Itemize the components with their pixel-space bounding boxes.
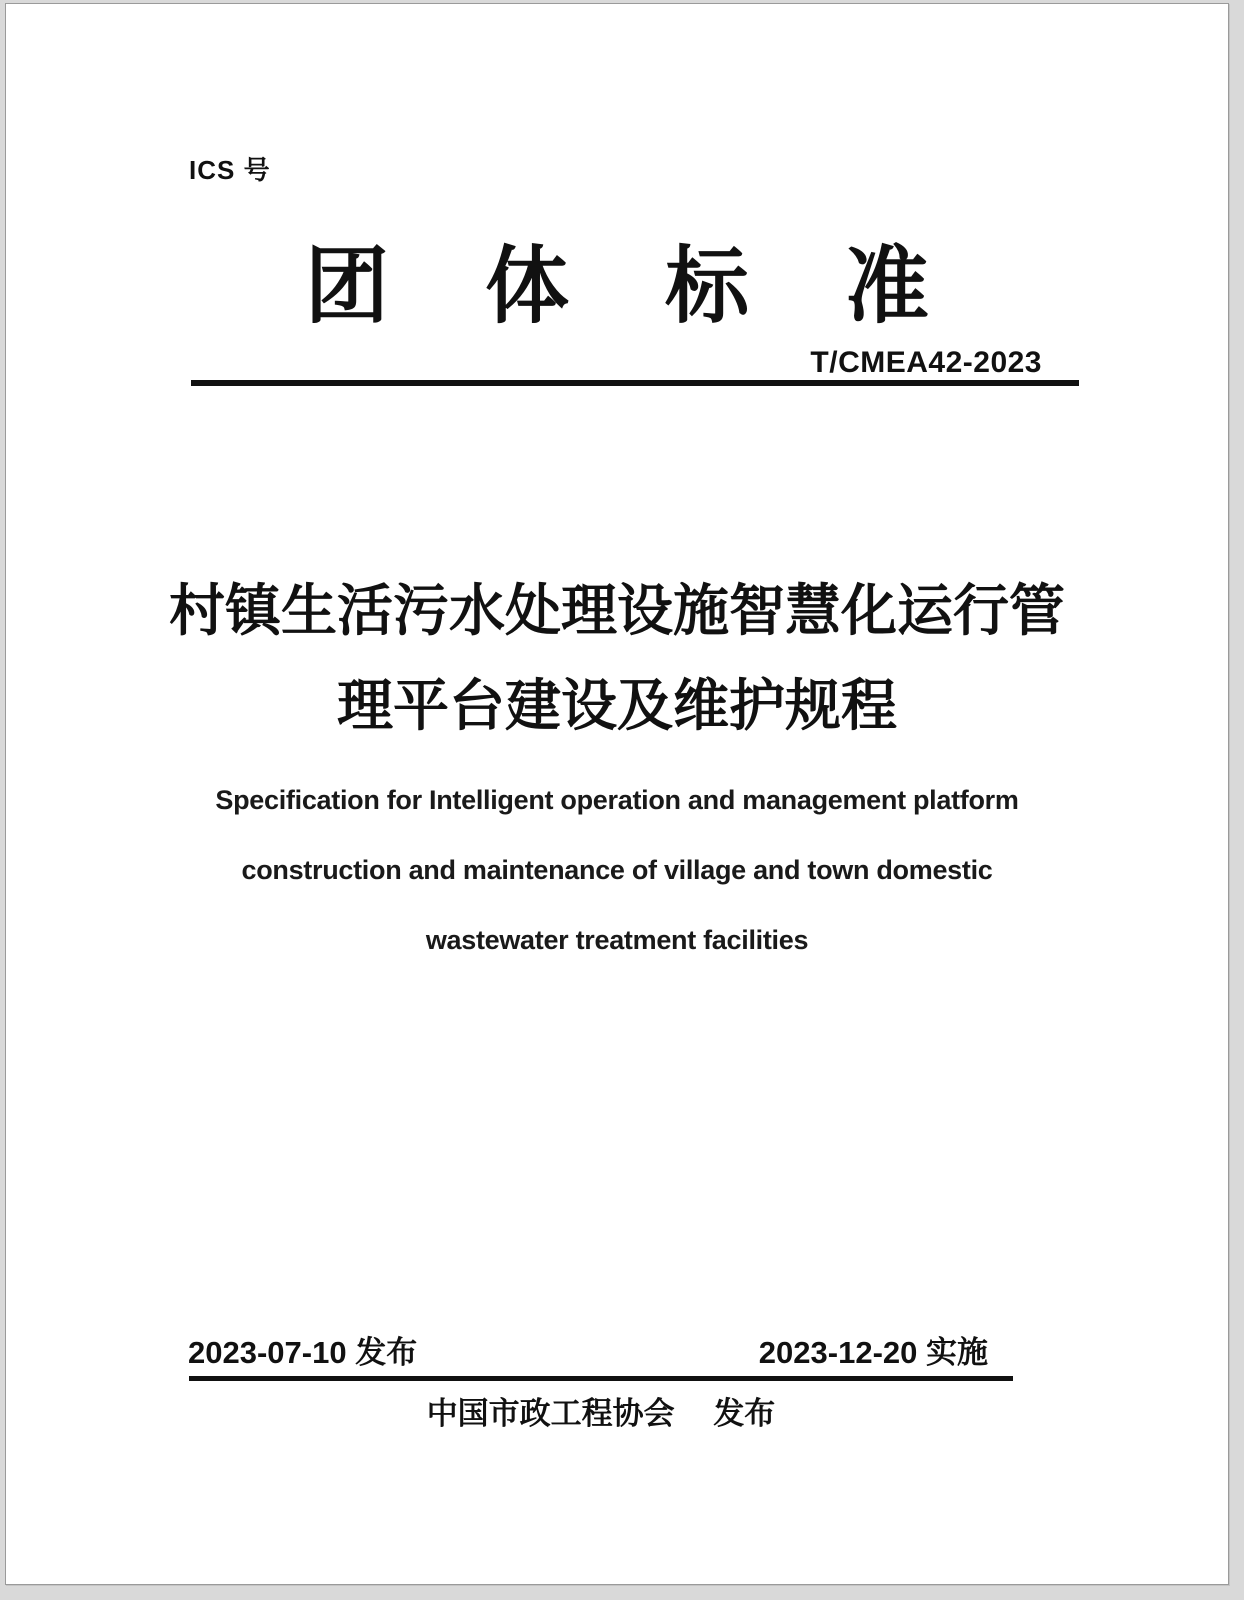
title-en-line3: wastewater treatment facilities <box>425 925 809 955</box>
title-en-line2: construction and maintenance of village and town domestic <box>241 855 993 885</box>
standard-type-heading <box>6 236 1228 336</box>
footer-rule <box>189 1376 1013 1381</box>
implementation-date-line <box>759 1336 988 1370</box>
header-rule <box>191 380 1079 386</box>
standard-number: T/CMEA42-2023 <box>810 346 1042 379</box>
standard-type-text: 团体标准 <box>304 239 1025 333</box>
publisher-line <box>189 1396 1013 1432</box>
document-page <box>5 3 1229 1585</box>
publisher-action-label: 发布 <box>713 1396 776 1431</box>
implementation-label: 实施 <box>926 1335 988 1370</box>
title-zh-line2: 理平台建设及维护规程 <box>337 674 897 737</box>
title-en-line1: Specification for Intelligent operation and management platform <box>215 785 1019 815</box>
release-date-line <box>188 1336 417 1370</box>
title-zh-line1: 村镇生活污水处理设施智慧化运行管 <box>169 579 1065 642</box>
release-date: 2023-07-10 <box>188 1335 347 1370</box>
publisher-name: 中国市政工程协会 <box>426 1396 675 1431</box>
ics-number-label: ICS 号 <box>189 155 271 185</box>
release-label: 发布 <box>355 1335 418 1370</box>
implementation-date: 2023-12-20 <box>758 1335 918 1370</box>
